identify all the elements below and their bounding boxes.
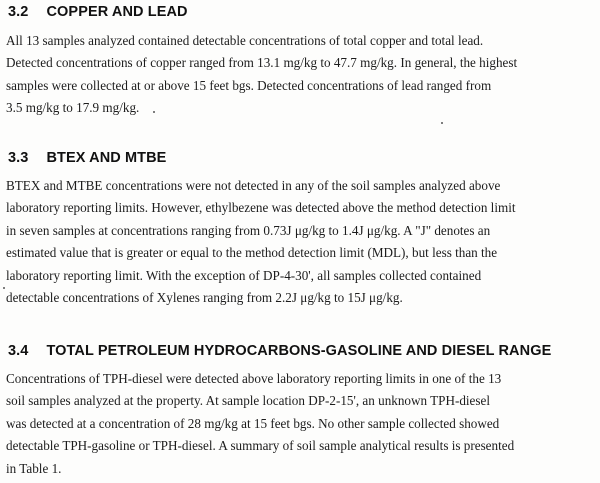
paragraph-line: soil samples analyzed at the property. At sample location DP-2-15', an unknown TPH-diesel [6,393,490,409]
scan-speck [441,122,443,124]
paragraph-line: detectable TPH-gasoline or TPH-diesel. A summary of soil sample analytical results is presented [6,438,515,454]
section-paragraph-3-2 [6,30,596,120]
paragraph-line: 3.5 mg/kg to 17.9 mg/kg. [6,100,140,116]
section-title: BTEX AND MTBE [46,150,167,166]
section-heading-3-3 [8,150,166,166]
paragraph-line: BTEX and MTBE concentrations were not detected in any of the soil samples analyzed above [6,178,501,193]
section-number: 3.4 [8,343,29,359]
section-number: 3.3 [8,150,29,166]
section-title: TOTAL PETROLEUM HYDROCARBONS-GASOLINE AND DIESEL RANGE [46,343,552,359]
scan-speck [3,287,5,289]
paragraph-line: laboratory reporting limits. However, ethylbezene was detected above the method detection limit [6,200,516,216]
paragraph-line: samples were collected at or above 15 feet bgs. Detected concentrations of lead ranged from [6,77,492,93]
scan-speck [153,111,155,113]
section-title: COPPER AND LEAD [46,4,188,20]
paragraph-line: was detected at a concentration of 28 mg/kg at 15 feet bgs. No other sample collected showed [6,415,500,431]
paragraph-line: laboratory reporting limit. With the exception of DP-4-30', all samples collected contained [6,267,482,283]
paragraph-line: detectable concentrations of Xylenes ranging from 2.2J μg/kg to 15J μg/kg. [6,290,403,306]
section-number: 3.2 [8,4,29,20]
section-heading-3-4 [8,343,551,359]
paragraph-line: Detected concentrations of copper ranged from 13.1 mg/kg to 47.7 mg/kg. In general, the highest [6,55,518,71]
section-heading-3-2 [8,4,188,20]
paragraph-line: estimated value that is greater or equal to the method detection limit (MDL), but less than the [6,245,498,261]
paragraph-line: in seven samples at concentrations ranging from 0.73J μg/kg to 1.4J μg/kg. A "J" denotes an [6,222,491,238]
section-paragraph-3-4 [6,368,596,480]
paragraph-line: Concentrations of TPH-diesel were detected above laboratory reporting limits in one of the 13 [6,371,502,386]
section-paragraph-3-3 [6,175,596,309]
paragraph-line: All 13 samples analyzed contained detectable concentrations of total copper and total lead. [6,33,484,48]
paragraph-line: in Table 1. [6,460,62,476]
